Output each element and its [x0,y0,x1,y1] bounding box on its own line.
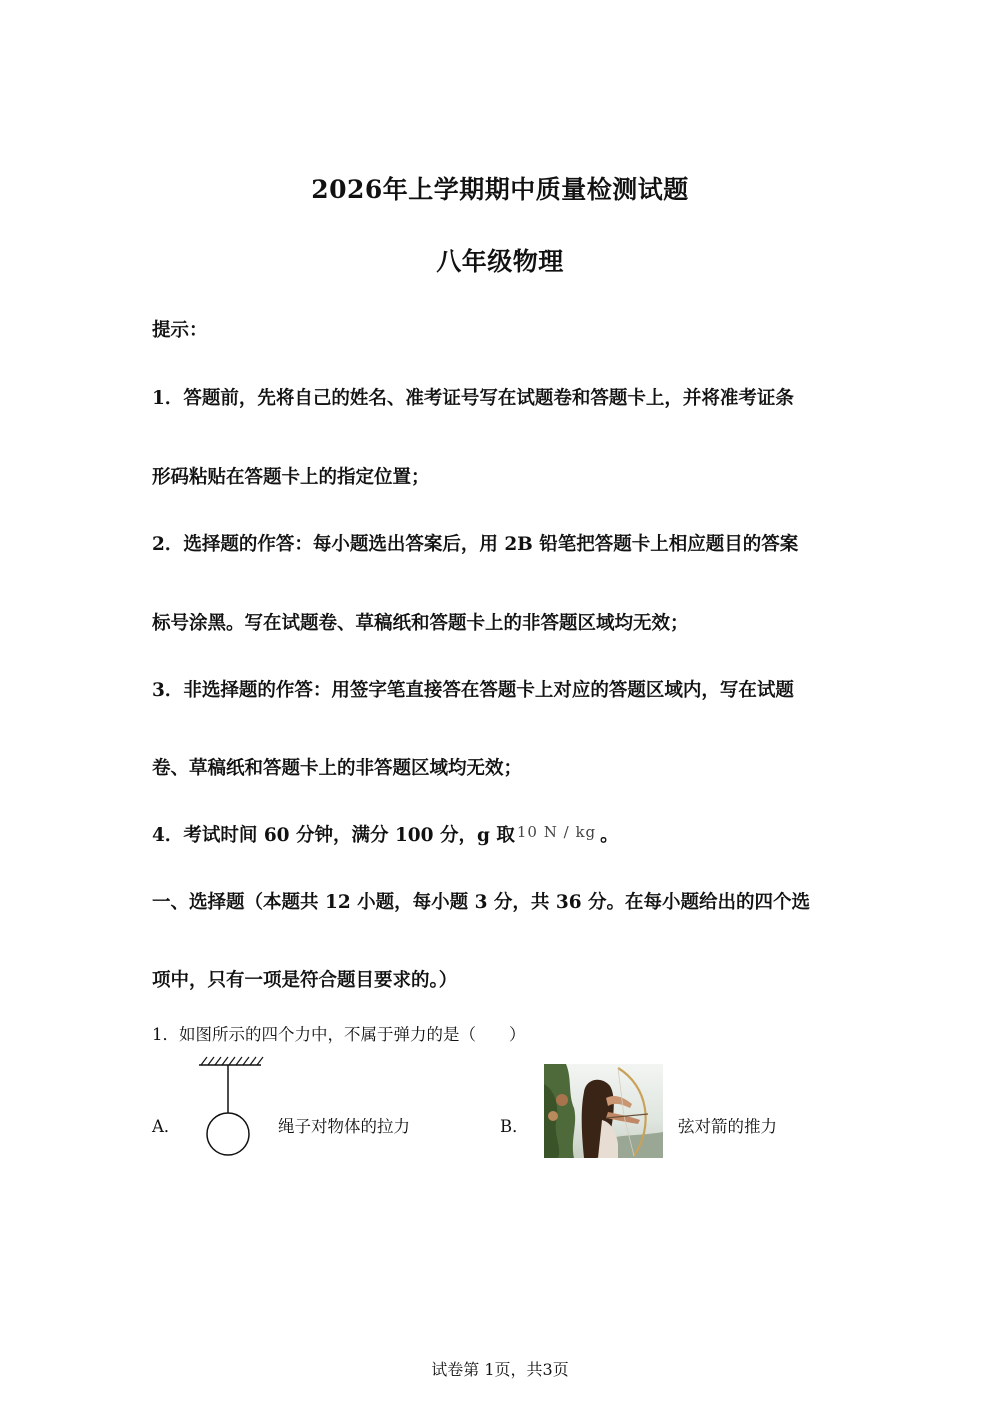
option-a-text: 绳子对物体的拉力 [278,1117,410,1136]
tip-4 [152,821,619,847]
page-title: 2026年上学期期中质量检测试题 [311,175,689,204]
tip-4-suffix: 。 [600,825,619,846]
page-footer: 试卷第 1页，共3页 [431,1360,569,1379]
tips-label: 提示： [152,320,208,341]
hanging-ball-diagram-icon [195,1055,267,1159]
tip-2-line-1: 2．选择题的作答：每小题选出答案后，用 2B 铅笔把答题卡上相应题目的答案 [152,534,799,555]
section-heading-line-1: 一、选择题（本题共 12 小题，每小题 3 分，共 36 分。在每小题给出的四个选 [152,892,811,913]
option-b-text: 弦对箭的推力 [678,1117,777,1136]
archer-photo-icon [544,1064,663,1158]
question-1-stem: 1．如图所示的四个力中，不属于弹力的是（ ） [152,1025,526,1044]
tip-4-prefix: 4．考试时间 60 分钟，满分 100 分，g 取 [152,825,515,846]
option-a-letter: A． [152,1117,181,1136]
page-subtitle: 八年级物理 [436,247,564,276]
tip-1-line-2: 形码粘贴在答题卡上的指定位置； [152,467,430,488]
tip-4-unit: 10 N / kg [516,823,597,841]
tip-3-line-2: 卷、草稿纸和答题卡上的非答题区域均无效； [152,758,523,779]
tip-2-line-2: 标号涂黑。写在试题卷、草稿纸和答题卡上的非答题区域均无效； [152,613,689,634]
tip-3-line-1: 3．非选择题的作答：用签字笔直接答在答题卡上对应的答题区域内，写在试题 [152,680,794,701]
option-b-letter: B． [500,1117,529,1136]
tip-1-line-1: 1．答题前，先将自己的姓名、准考证号写在试题卷和答题卡上，并将准考证条 [152,388,794,409]
section-heading-line-2: 项中，只有一项是符合题目要求的。） [152,970,458,991]
